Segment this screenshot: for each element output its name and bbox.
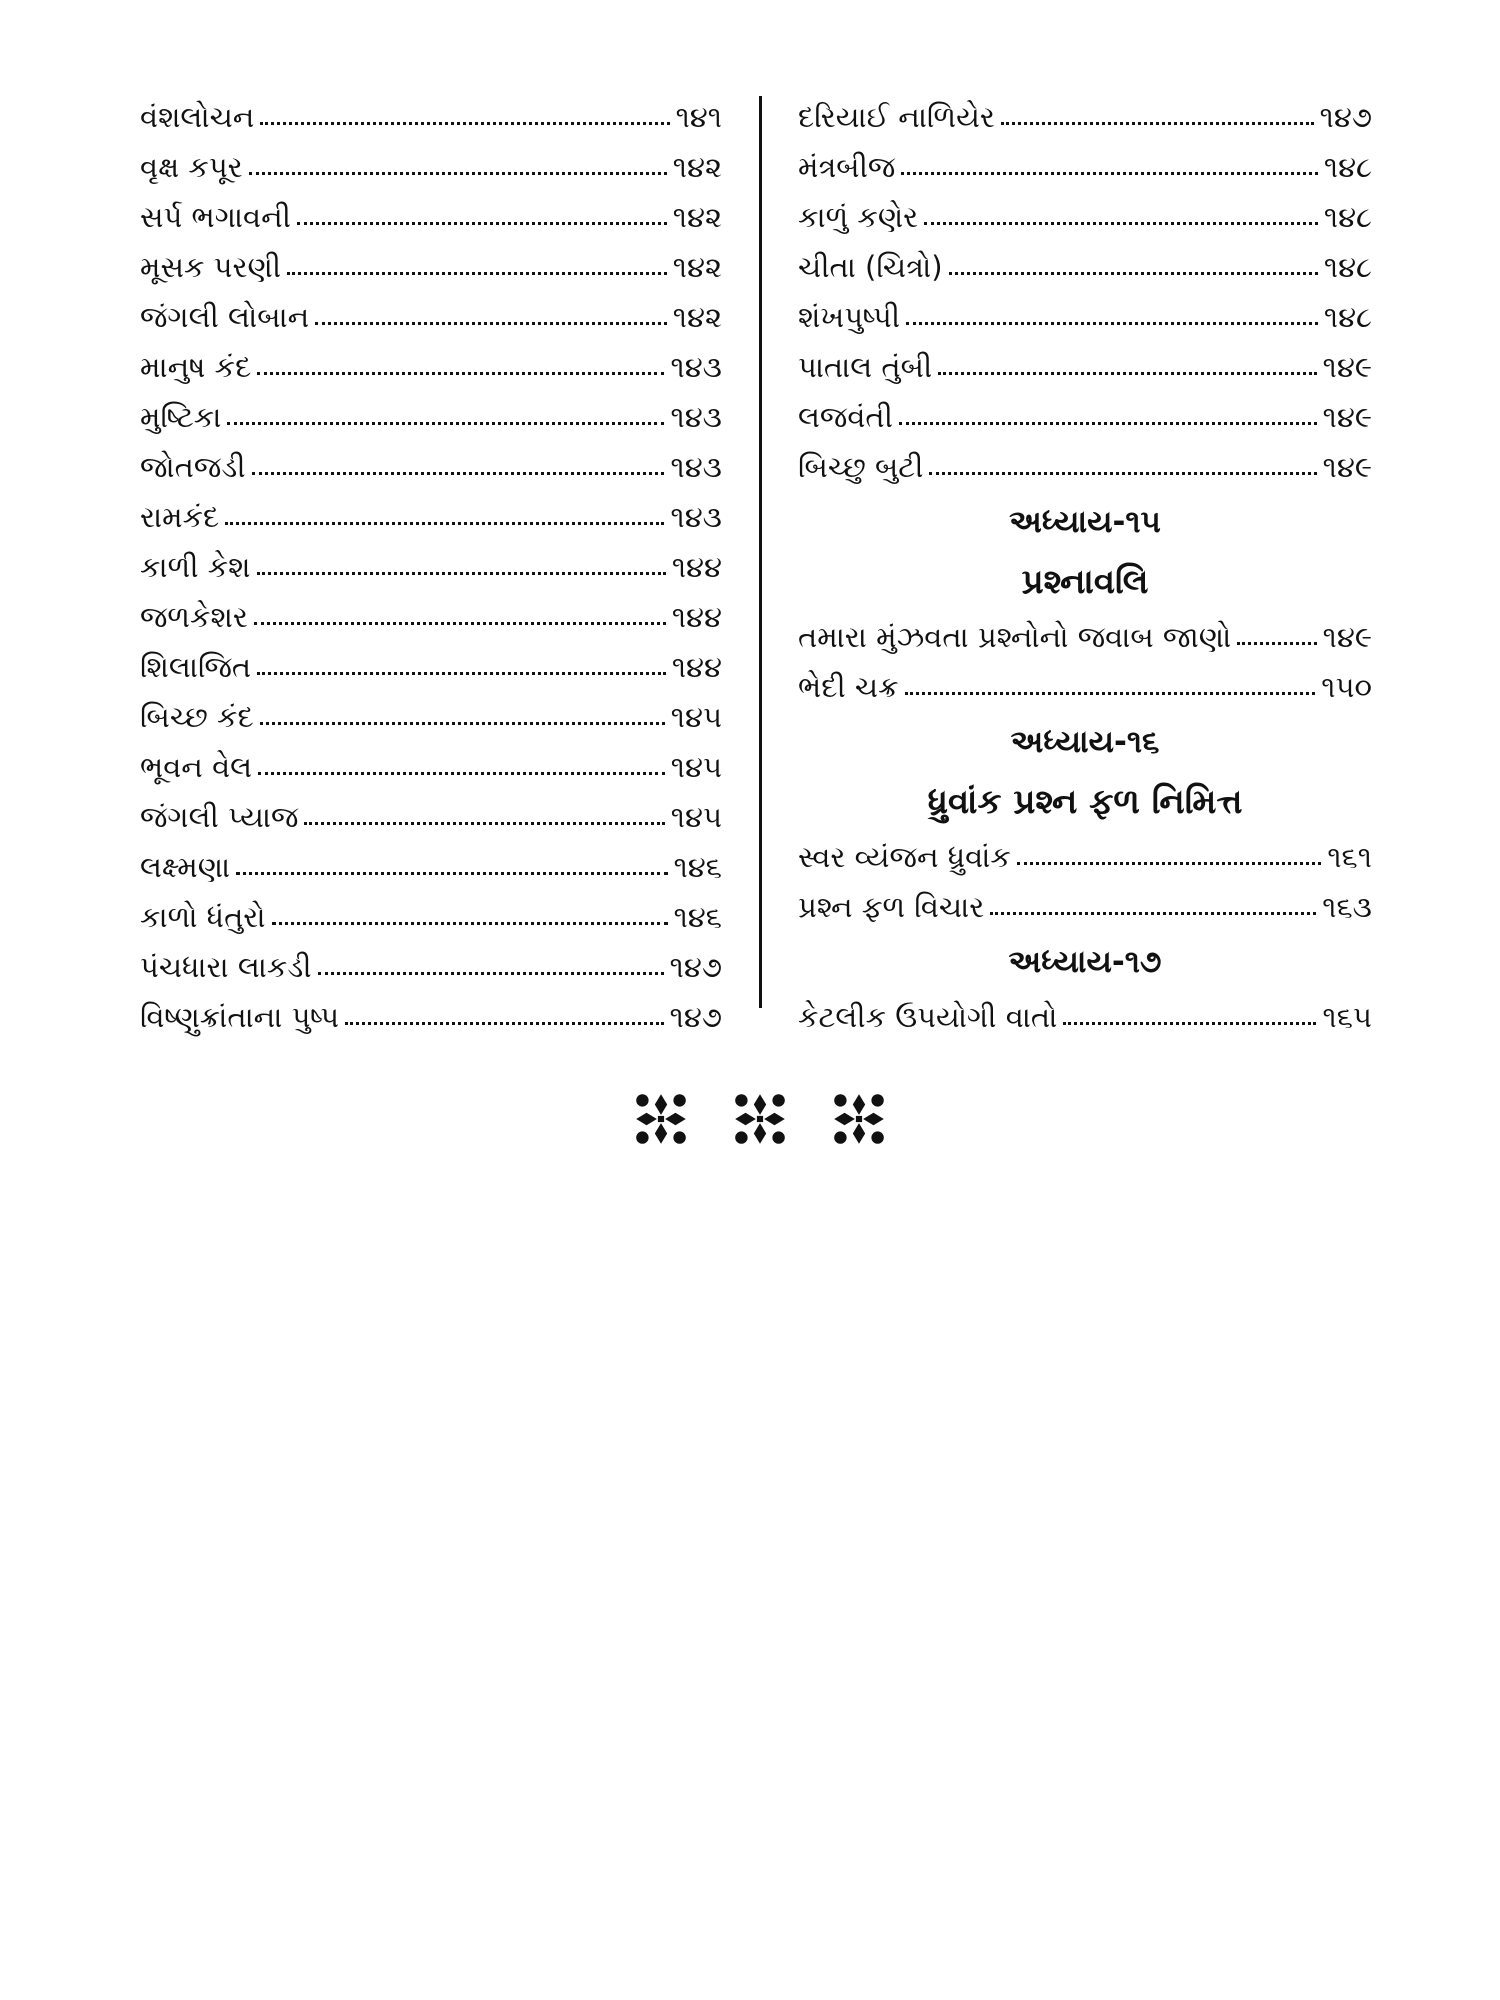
toc-entry-title: દરિયાઈ નાળિયેર — [798, 100, 995, 134]
toc-entry-page: ૧૪૯ — [1322, 400, 1372, 434]
toc-entry-title: સર્પ ભગાવની — [140, 200, 291, 234]
dot-leader — [304, 822, 664, 825]
toc-entry-page: ૧૪૮ — [1323, 150, 1372, 184]
dot-leader — [990, 912, 1316, 915]
toc-entry-page: ૧૪૪ — [671, 650, 722, 684]
ornament-row — [630, 1088, 890, 1150]
toc-entry — [140, 342, 722, 392]
toc-entry-title: જોતજડી — [140, 450, 246, 484]
toc-entry-page: ૧૪૩ — [670, 500, 722, 534]
toc-entry-title: માનુષ કંદ — [140, 350, 252, 384]
toc-entry-title: મંત્રબીજ — [798, 150, 896, 184]
toc-entry-page: ૧૪૨ — [672, 200, 722, 234]
right-column — [798, 92, 1372, 1042]
dot-leader — [1001, 122, 1314, 125]
dot-leader — [938, 372, 1316, 375]
toc-entry-page: ૧૪૫ — [670, 700, 722, 734]
floral-ornament-icon — [729, 1088, 791, 1150]
toc-entry-page: ૧૪૮ — [1323, 200, 1372, 234]
dot-leader — [345, 1022, 664, 1025]
toc-entry-title: કાળી કેશ — [140, 550, 251, 584]
toc-entry — [140, 842, 722, 892]
toc-entry — [140, 442, 722, 492]
toc-entry-page: ૧૪૮ — [1323, 300, 1372, 334]
dot-leader — [906, 322, 1318, 325]
toc-entry — [798, 882, 1372, 932]
dot-leader — [1237, 642, 1316, 645]
toc-entry-page: ૧૪૨ — [672, 150, 722, 184]
dot-leader — [1063, 1022, 1316, 1025]
toc-entry — [798, 832, 1372, 882]
toc-entry-title: કેટલીક ઉપયોગી વાતો — [798, 1000, 1058, 1034]
toc-entry — [798, 662, 1372, 712]
dot-leader — [929, 472, 1316, 475]
floral-ornament-icon — [630, 1088, 692, 1150]
toc-entry-page: ૧૪૪ — [671, 550, 722, 584]
toc-entry-title: જંગલી પ્યાજ — [140, 800, 299, 834]
dot-leader — [254, 622, 666, 625]
toc-entry — [798, 142, 1372, 192]
toc-entry-page: ૧૪૭ — [1319, 100, 1372, 134]
dot-leader — [901, 172, 1318, 175]
toc-entry-title: ભેદી ચક્ર — [798, 670, 899, 704]
toc-entry-title: મૂસક પરણી — [140, 250, 282, 284]
toc-entry-page: ૧૪૯ — [1322, 450, 1372, 484]
toc-entry-title: મુષ્ટિકા — [140, 400, 222, 434]
dot-leader — [924, 222, 1318, 225]
dot-leader — [257, 572, 666, 575]
toc-entry-page: ૧૪૫ — [670, 800, 722, 834]
toc-entry-page: ૧૪૧ — [675, 100, 722, 134]
toc-entry — [140, 142, 722, 192]
toc-entry-title: બિચ્છુ બુટી — [798, 450, 924, 484]
toc-entry-title: તમારા મુંઝવતા પ્રશ્નોનો જવાબ જાણો — [798, 620, 1232, 654]
toc-entry-page: ૧૫૦ — [1321, 670, 1372, 704]
toc-entry-title: રામકંદ — [140, 500, 220, 534]
toc-entry — [140, 792, 722, 842]
column-divider — [759, 96, 762, 1008]
toc-entry-title: ભૂવન વેલ — [140, 750, 253, 784]
toc-entry — [140, 892, 722, 942]
toc-entry-page: ૧૪૯ — [1322, 620, 1372, 654]
toc-entry-page: ૧૪૯ — [1322, 350, 1372, 384]
toc-entry-page: ૧૪૮ — [1323, 250, 1372, 284]
toc-entry — [140, 592, 722, 642]
toc-entry-title: વિષ્ણુક્રાંતાના પુષ્પ — [140, 1000, 340, 1034]
dot-leader — [249, 172, 667, 175]
chapter-15-heading: અધ્યાય-૧૫ — [1009, 504, 1161, 540]
toc-entry-title: પાતાલ તુંબી — [798, 350, 933, 384]
toc-entry — [140, 192, 722, 242]
toc-entry-page: ૧૪૬ — [673, 850, 722, 884]
toc-entry — [140, 392, 722, 442]
toc-entry-page: ૧૪૬ — [673, 900, 722, 934]
toc-entry — [798, 612, 1372, 662]
toc-entry-page: ૧૪૭ — [669, 950, 722, 984]
toc-entry — [140, 242, 722, 292]
dot-leader — [315, 322, 667, 325]
toc-entry — [798, 342, 1372, 392]
toc-entry — [798, 92, 1372, 142]
toc-entry — [140, 692, 722, 742]
toc-entry-title: શંખપુષ્પી — [798, 300, 900, 334]
dot-leader — [272, 922, 668, 925]
toc-entry-title: શિલાજિત — [140, 650, 252, 684]
toc-entry-title: જળકેશર — [140, 600, 248, 634]
chapter-16-subheading: ધ્રુવાંક પ્રશ્ન ફળ નિમિત્ત — [927, 782, 1243, 822]
toc-entry — [140, 642, 722, 692]
toc-entry-page: ૧૪૫ — [670, 750, 722, 784]
dot-leader — [252, 472, 665, 475]
dot-leader — [318, 972, 664, 975]
toc-entry-title: લક્ષ્મણા — [140, 850, 231, 884]
dot-leader — [260, 722, 665, 725]
dot-leader — [227, 422, 664, 425]
toc-entry — [140, 492, 722, 542]
dot-leader — [287, 272, 667, 275]
dot-leader — [949, 272, 1318, 275]
toc-entry — [140, 742, 722, 792]
toc-entry-page: ૧૪૩ — [670, 400, 722, 434]
toc-entry-page: ૧૬૧ — [1327, 840, 1372, 874]
toc-entry — [140, 292, 722, 342]
dot-leader — [905, 692, 1316, 695]
toc-entry — [798, 292, 1372, 342]
toc-entry-title: પ્રશ્ન ફળ વિચાર — [798, 890, 985, 924]
toc-entry-title: કાળો ધંતુરો — [140, 900, 266, 934]
toc-entry — [140, 92, 722, 142]
chapter-15-subheading: પ્રશ્નાવલિ — [1021, 562, 1149, 602]
toc-entry-title: સ્વર વ્યંજન ધ્રુવાંક — [798, 840, 1011, 874]
toc-entry-title: બિચ્છ કંદ — [140, 700, 254, 734]
dot-leader — [297, 222, 667, 225]
chapter-16-heading: અધ્યાય-૧૬ — [1010, 724, 1160, 760]
dot-leader — [258, 772, 665, 775]
toc-entry-page: ૧૪૨ — [672, 300, 722, 334]
toc-entry-title: લજવંતી — [798, 400, 893, 434]
dot-leader — [899, 422, 1317, 425]
toc-entry — [140, 992, 722, 1042]
toc-entry-page: ૧૬૫ — [1322, 1000, 1372, 1034]
toc-entry-page: ૧૪૭ — [669, 1000, 722, 1034]
toc-entry-page: ૧૪૨ — [672, 250, 722, 284]
toc-entry-title: વૃક્ષ કપૂર — [140, 150, 243, 184]
toc-entry-title: વંશલોચન — [140, 100, 255, 134]
toc-entry — [798, 392, 1372, 442]
toc-entry-title: કાળું કણેર — [798, 200, 919, 234]
dot-leader — [236, 872, 667, 875]
toc-entry-title: જંગલી લોબાન — [140, 300, 310, 334]
toc-entry-page: ૧૪૪ — [671, 600, 722, 634]
toc-entry-page: ૧૪૩ — [670, 350, 722, 384]
toc-entry-page: ૧૬૩ — [1322, 890, 1372, 924]
chapter-17-heading: અધ્યાય-૧૭ — [1008, 944, 1162, 980]
toc-entry — [140, 542, 722, 592]
toc-entry — [798, 992, 1372, 1042]
toc-entry — [798, 242, 1372, 292]
left-column — [140, 92, 722, 1042]
toc-entry-page: ૧૪૩ — [670, 450, 722, 484]
dot-leader — [257, 372, 664, 375]
dot-leader — [1017, 862, 1322, 865]
dot-leader — [257, 672, 666, 675]
dot-leader — [260, 122, 669, 125]
toc-entry — [798, 192, 1372, 242]
toc-entry-title: ચીતા (ચિત્રો) — [798, 250, 943, 284]
dot-leader — [225, 522, 664, 525]
toc-entry-title: પંચધારા લાકડી — [140, 950, 312, 984]
toc-entry — [798, 442, 1372, 492]
toc-entry — [140, 942, 722, 992]
floral-ornament-icon — [828, 1088, 890, 1150]
